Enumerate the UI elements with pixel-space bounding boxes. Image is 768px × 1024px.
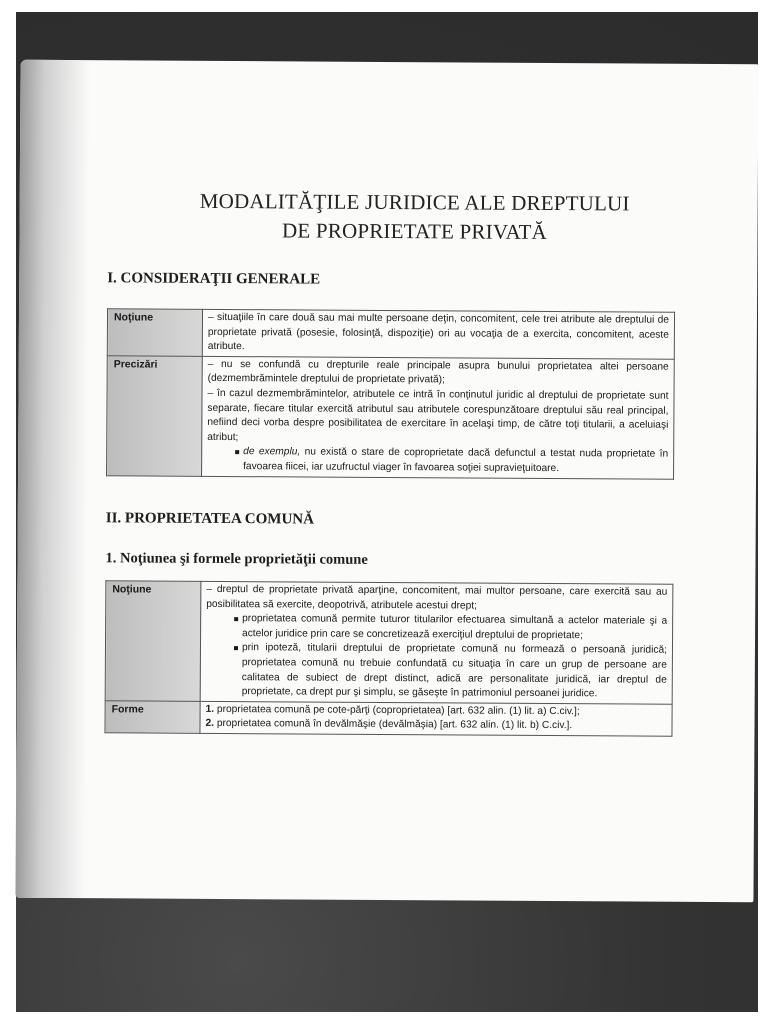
section-2-heading: II. PROPRIETATEA COMUNĂ [105,510,315,528]
common-property-table [104,580,673,736]
list-number: 2. [205,718,215,730]
paragraph: – nu se confundă cu drepturile reale principale asupra bunului proprietatea altei persoane (dezmembrămintele dreptului de proprietate privată); [207,358,669,386]
row-text [202,356,675,479]
row-text [200,581,673,704]
bullet-square-icon [234,617,238,621]
row-text [200,701,672,736]
table-row [105,701,672,737]
example-emphasis: de exemplu, [243,446,301,458]
general-considerations-table [106,308,675,479]
page-gutter-shadow [15,60,90,898]
list-item [205,717,666,734]
chapter-title [129,186,699,247]
bullet-item [206,612,667,644]
bullet-square-icon [234,646,238,650]
bullet-text: prin ipoteză, titularii dreptului de proprietate comună nu formează o persoană juridică; proprietatea comună nu trebuie confundată cu situaţia în care un grup de persoane are calitatea de subiect de drept distinct, adică are personalitate juridică, iar dreptul de proprietate, ca drept pur şi simplu, se găseşte în patrimoniul persoanei juridice. [241,642,668,700]
row-label: Noţiune [107,309,202,356]
row-label: Precizări [107,356,203,476]
row-label: Forme [105,701,200,734]
chapter-title-line-2: DE PROPRIETATE PRIVATĂ [282,218,548,244]
paragraph: – dreptul de proprietate privată aparţine, concomitent, mai multor persoane, care exercită sau au posibilitatea să exercite, deopotrivă, atributele acestui drept; [206,583,668,612]
table-row [105,581,673,704]
list-text: proprietatea comună în devălmăşie (devălmăşia) [art. 632 alin. (1) lit. b) C.civ.]. [213,718,573,732]
bullet-text: nu există o stare de coproprietate dacă defunctul a testat nuda proprietate în favoarea fiicei, iar uzufructul viager în favoarea soţiei supravieţuitoare. [243,446,669,474]
row-text: – situaţiile în care două sau mai multe persoane deţin, concomitent, cele trei atribute ale dreptului de proprietate privată (posesie, folosinţă, dispoziţie) ori au vocaţia de a exercita, concomitent, aceste atribute. [202,309,674,359]
table-row [107,356,675,479]
paragraph: – în cazul dezmembrămintelor, atributele ce intră în conţinutul juridic al dreptului de proprietate sunt separate, fiecare titular exercită atributul sau atributele corespunzătoare dreptului său real principal, nefiind deci vorba despre posibilitatea de exercitare în acelaşi timp, de către toţi titularii, a aceluiaşi atribut; [207,387,669,443]
table-row [107,309,674,359]
row-label: Noţiune [105,581,201,701]
chapter-title-line-1: MODALITĂŢILE JURIDICE ALE DREPTULUI [199,188,630,216]
bullet-item [206,641,667,702]
list-number: 1. [205,703,215,715]
bullet-square-icon [235,450,239,454]
list-text: proprietatea comună pe cote-părţi (coproprietatea) [art. 632 alin. (1) lit. a) C.civ.]; [214,703,580,717]
section-1-heading: I. CONSIDERAŢII GENERALE [107,270,321,288]
bullet-text: proprietatea comună permite tuturor titularilor efectuarea simultană a actelor materiale şi a actelor juridice prin care se concretizează exerciţiul dreptului de proprietate; [242,613,668,641]
section-2-subheading: 1. Noţiunea şi formele proprietăţii comune [105,550,368,568]
bullet-item [207,445,668,477]
book-page [15,60,758,902]
